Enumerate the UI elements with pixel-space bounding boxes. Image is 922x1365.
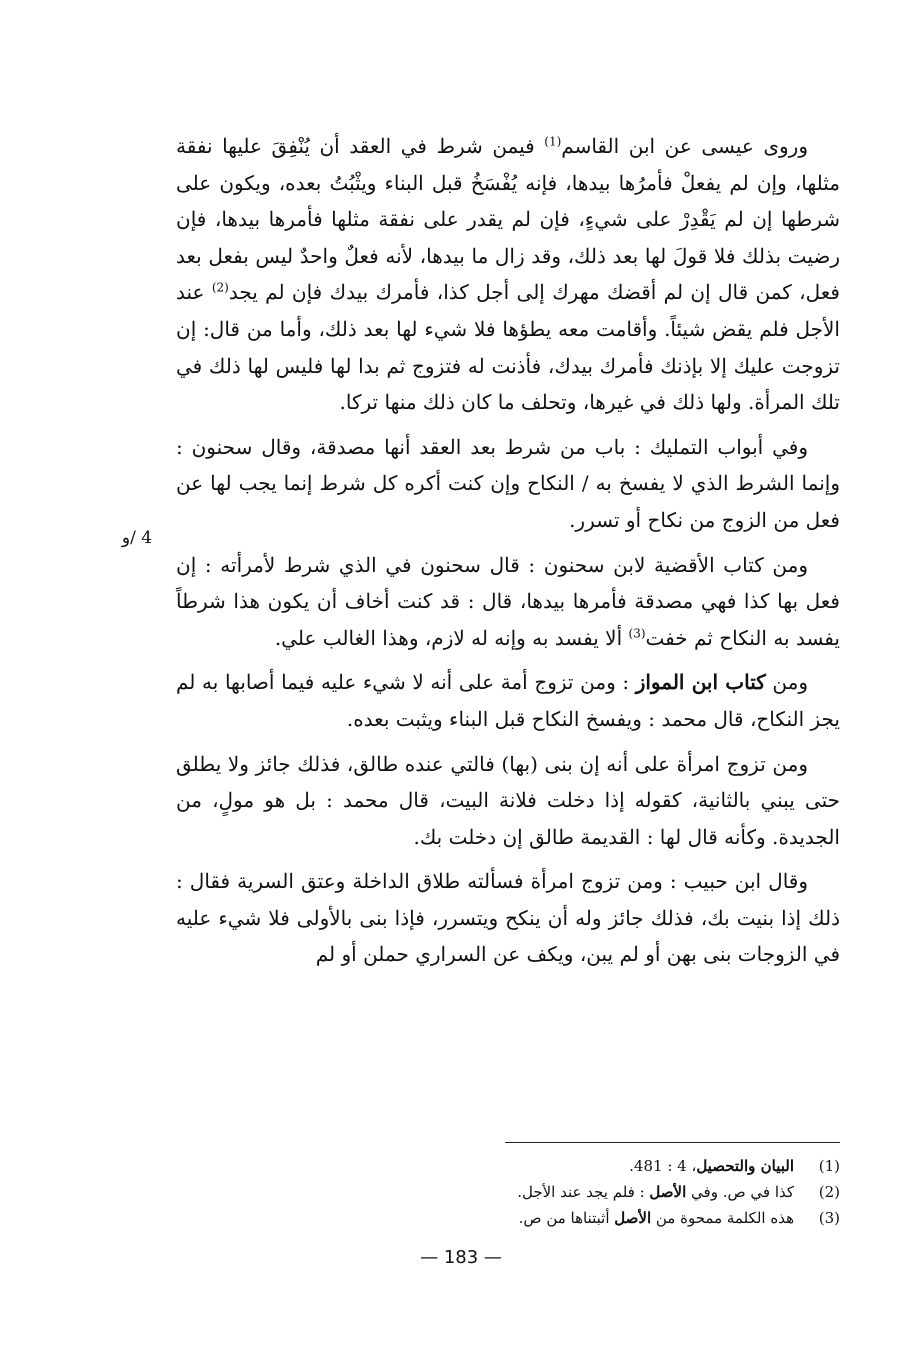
paragraph-1-text-b: فيمن شرط في العقد أن يُنْفِقَ عليها نفقة مثلها، وإن لم يفعلْ فأمرُها بيدها، فإنه يُفْسَخُ قبل البناء ويثْبُتُ بعده، ويكون على شرطها إن لم يَقْدِرْ على شيءٍ، فإن لم يقدر على نفقة مثلها فأمرها بيدها، فإن رضيت بذلك فلا قولَ لها بعد ذلك، وقد زال ما بيدها، لأنه فعلٌ واحدٌ ليس بفعل بعد فعل، كمن قال إن لم أقضك مهرك إلى أجل كذا، فأمرك بيدك فإن لم يجد xyxy=(176,134,840,305)
footnote-bold-word: الأصل xyxy=(649,1183,687,1201)
footnote-text-post: أثبتناها من ص. xyxy=(518,1209,615,1227)
paragraph-5: ومن تزوج امرأة على أنه إن بنى (بها) فالتي عنده طالق، فذلك جائز ولا يطلق حتى يبني بالثانية، كقوله إذا دخلت فلانة البيت، قال محمد : بل هو مولٍ، من الجديدة. وكأنه قال لها : القديمة طالق إن دخلت بك. xyxy=(176,751,840,849)
paragraph-4 xyxy=(176,664,840,737)
paragraph-3-text-b: ألا يفسد به وإنه له لازم، وهذا الغالب علي. xyxy=(274,625,629,650)
paragraph-1 xyxy=(176,128,840,421)
footnote-text xyxy=(300,1205,794,1231)
footnote-ref-3[interactable]: (3) xyxy=(628,626,646,641)
paragraph-4-text-a: ومن xyxy=(765,670,809,695)
footnote-number: (2) xyxy=(818,1183,840,1201)
paragraph-3 xyxy=(176,547,840,657)
footnote-3 xyxy=(300,1205,840,1231)
footnote-text xyxy=(300,1179,794,1205)
footnote-text xyxy=(300,1153,794,1179)
manuscript-folio-note: 4 /و xyxy=(121,528,153,548)
footnote-text-pre: هذه الكلمة ممحوة من xyxy=(651,1209,794,1227)
book-title-ibn-almawaz: كتاب ابن المواز xyxy=(635,670,766,695)
footnote-number: (3) xyxy=(818,1209,840,1227)
paragraph-1-text-c: عند الأجل فلم يقض شيئاً. وأقامت معه يطؤها فلا شيء لها بعد ذلك، وأما من قال: إن تزوجت عليك إلا بإذنك فأمرك بيدك، فأذنت له فتزوج ثم بدا لها فليس لها ذلك في تلك المرأة. ولها ذلك في غيرها، وتحلف ما كان ذلك منها تركا. xyxy=(176,280,840,415)
footnote-source-ref: ، 4 : 481. xyxy=(629,1157,697,1175)
footnote-ref-1[interactable]: (1) xyxy=(544,134,562,149)
main-text xyxy=(176,128,840,973)
footnote-2 xyxy=(300,1179,840,1205)
paragraph-4-text-b: : ومن تزوج أمة على أنه لا شيء عليه فيما أصابها به لم يجز النكاح، قال محمد : ويفسخ النكاح قبل البناء ويثبت بعده. xyxy=(176,670,840,731)
footnote-bold-word: الأصل xyxy=(614,1209,652,1227)
paragraph-3-text-a: ومن كتاب الأقضية لابن سحنون : قال سحنون في الذي شرط لأمرأته : إن فعل بها كذا فهي مصدقة فأمرها بيدها، قال : قد كنت أخاف أن يكون هذا شرطاً يفسد به النكاح ثم خفت xyxy=(176,552,840,650)
paragraph-6: وقال ابن حبيب : ومن تزوج امرأة فسألته طلاق الداخلة وعتق السرية فقال : ذلك إذا بنيت بك، فذلك جائز وله أن ينكح ويتسرر، فإذا بنى بالأولى فلا شيء عليه في الزوجات بنى بهن أو لم يبن، ويكف عن السراري حملن أو لم xyxy=(176,869,840,967)
paragraph-1-text-a: وروى عيسى عن ابن القاسم xyxy=(561,134,808,158)
footnote-text-post: : فلم يجد عند الأجل. xyxy=(517,1183,650,1201)
footnote-divider xyxy=(505,1142,840,1143)
footnote-source-title: البيان والتحصيل xyxy=(696,1157,794,1175)
footnote-ref-2[interactable]: (2) xyxy=(211,280,229,295)
page-number: — 183 — xyxy=(420,1247,502,1268)
footnote-number: (1) xyxy=(818,1157,840,1175)
paragraph-2: وفي أبواب التمليك : باب من شرط بعد العقد أنها مصدقة، وقال سحنون : وإنما الشرط الذي لا يفسخ به / النكاح وإن كنت أكره كل شرط إنما يجب لها عن فعل من الزوج من نكاح أو تسرر. xyxy=(176,434,840,532)
footnote-1 xyxy=(300,1153,840,1179)
footnote-text-pre: كذا في ص. وفي xyxy=(686,1183,794,1201)
footnotes xyxy=(300,1153,840,1231)
